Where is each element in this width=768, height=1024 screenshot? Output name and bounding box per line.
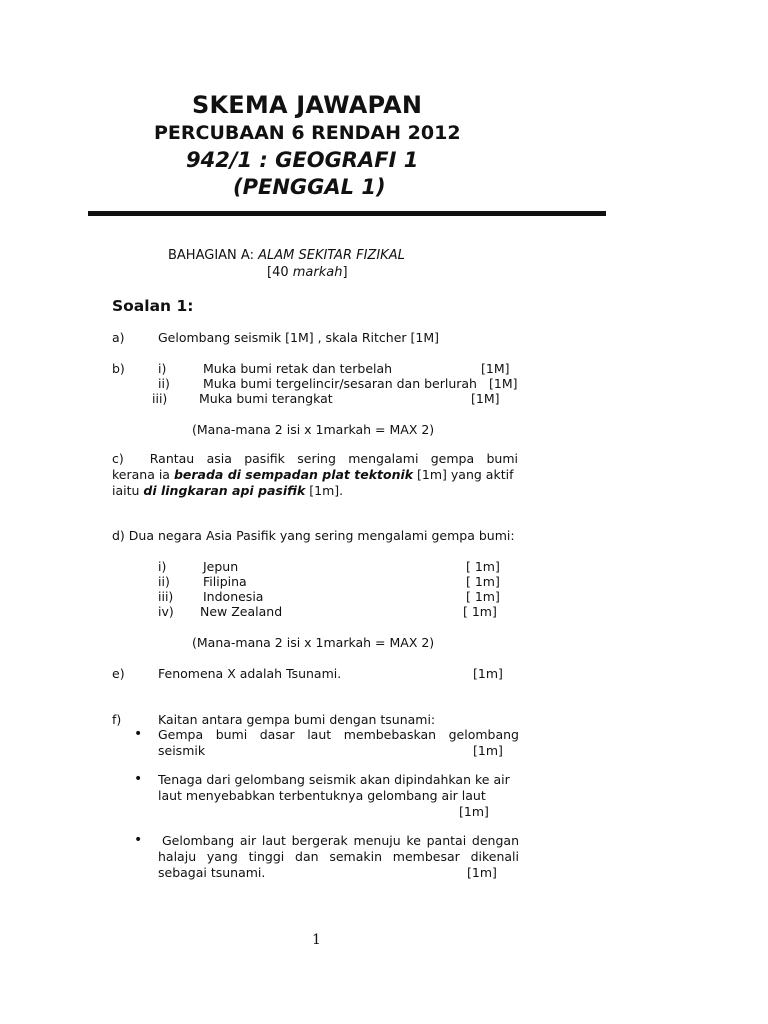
list-item-num: i) — [158, 361, 167, 376]
item-c-text1: Rantau asia pasifik sering mengalami gempa bumi — [149, 451, 518, 466]
bullet-line: laut menyebabkan terbentuknya gelombang air laut — [158, 788, 486, 803]
item-c-text4: iaitu — [112, 483, 144, 498]
item-c-text3: [1m] yang aktif — [413, 467, 514, 482]
section-marks — [267, 265, 348, 280]
item-e-mark: [1m] — [473, 666, 503, 681]
item-c-label: c) — [112, 451, 124, 466]
list-item-mark: [1M] — [489, 376, 518, 391]
bullet-mark: [1m] — [473, 743, 503, 758]
list-item-text: Muka bumi terangkat — [199, 391, 333, 406]
bullet-line: seismik — [158, 743, 206, 758]
item-b-note: (Mana-mana 2 isi x 1markah = MAX 2) — [192, 422, 435, 437]
item-c-emphasis2: di lingkaran api pasifik — [143, 483, 306, 498]
bullet-line: halaju yang tinggi dan semakin membesar dikenali — [158, 849, 519, 864]
bullet-icon: • — [134, 832, 143, 848]
page-number: 1 — [312, 932, 321, 948]
list-item-text: Jepun — [203, 559, 239, 574]
list-item-num: iii) — [158, 589, 174, 604]
item-d-note: (Mana-mana 2 isi x 1markah = MAX 2) — [192, 635, 435, 650]
item-c-emphasis1: berada di sempadan plat tektonik — [173, 467, 414, 482]
bullet-icon: • — [134, 771, 143, 787]
term-label: (PENGGAL 1) — [233, 175, 386, 199]
list-item-num: ii) — [158, 376, 170, 391]
bullet-line: Tenaga dari gelombang seismik akan dipindahkan ke air — [158, 772, 510, 787]
list-item-num: i) — [158, 559, 167, 574]
document-subtitle: PERCUBAAN 6 RENDAH 2012 — [154, 122, 461, 144]
item-f-label: f) — [112, 712, 122, 727]
bullet-icon: • — [134, 726, 143, 742]
list-item-mark: [ 1m] — [466, 574, 500, 589]
list-item-num: ii) — [158, 574, 170, 589]
section-heading — [168, 248, 405, 263]
item-d-intro: d) Dua negara Asia Pasifik yang sering mengalami gempa bumi: — [112, 528, 515, 543]
list-item-num: iii) — [152, 391, 168, 406]
bullet-line: Gelombang air laut bergerak menuju ke pantai dengan — [162, 833, 519, 848]
header-divider — [88, 211, 606, 216]
list-item-num: iv) — [158, 604, 174, 619]
item-e-label: e) — [112, 666, 125, 681]
item-c-text5: [1m]. — [305, 483, 344, 498]
item-c-line3 — [112, 483, 343, 498]
bullet-line: sebagai tsunami. — [158, 865, 266, 880]
list-item-text: Muka bumi retak dan terbelah — [203, 361, 393, 376]
question-title: Soalan 1: — [112, 297, 194, 315]
list-item-mark: [1M] — [471, 391, 500, 406]
section-marks-word: markah — [292, 265, 343, 280]
item-b-label: b) — [112, 361, 125, 376]
item-a-text: Gelombang seismik [1M] , skala Ritcher [1M] — [158, 330, 440, 345]
list-item-text: New Zealand — [200, 604, 283, 619]
bullet-mark: [1m] — [459, 804, 489, 819]
item-f-intro: Kaitan antara gempa bumi dengan tsunami: — [158, 712, 436, 727]
document-title: SKEMA JAWAPAN — [192, 91, 423, 119]
list-item-text: Indonesia — [203, 589, 264, 604]
list-item-mark: [ 1m] — [463, 604, 497, 619]
list-item-mark: [1M] — [481, 361, 510, 376]
bullet-line: Gempa bumi dasar laut membebaskan gelombang — [158, 727, 519, 742]
section-marks-open: [40 — [267, 265, 293, 280]
item-c-text2: kerana ia — [112, 467, 174, 482]
item-a-label: a) — [112, 330, 125, 345]
item-c-line2 — [112, 467, 513, 482]
bullet-mark: [1m] — [467, 865, 497, 880]
list-item-text: Filipina — [203, 574, 247, 589]
list-item-mark: [ 1m] — [466, 589, 500, 604]
section-label: BAHAGIAN A: — [168, 248, 254, 263]
list-item-mark: [ 1m] — [466, 559, 500, 574]
item-c-line1 — [112, 451, 518, 467]
item-e-text: Fenomena X adalah Tsunami. — [158, 666, 342, 681]
paper-code: 942/1 : GEOGRAFI 1 — [186, 148, 419, 172]
section-name: ALAM SEKITAR FIZIKAL — [258, 248, 405, 263]
section-marks-close: ] — [342, 265, 348, 280]
list-item-text: Muka bumi tergelincir/sesaran dan berlurah — [203, 376, 477, 391]
